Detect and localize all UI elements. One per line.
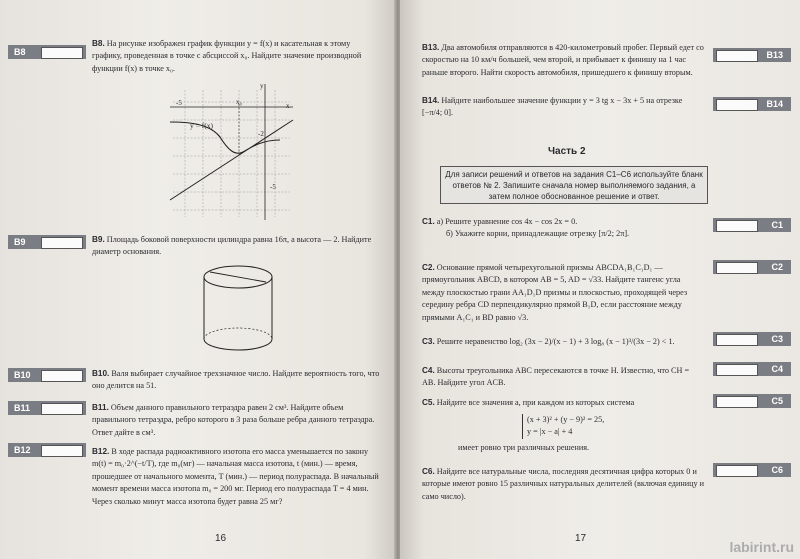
- right-page: [400, 0, 800, 559]
- page-number-left: 16: [215, 533, 227, 544]
- function-graph: [165, 82, 295, 222]
- tab-c4: C4: [713, 362, 791, 376]
- problem-b9: B9. Площадь боковой поверхности цилиндра равна 16π, а высота — 2. Найдите диаметр основания.: [92, 235, 372, 257]
- tab-c2: C2: [713, 260, 791, 274]
- tab-b9: B9: [8, 235, 86, 249]
- instruction-box: Для записи решений и ответов на задания С1–С6 используйте бланк ответов № 2. Запишите сначала номер выполняемого задания, а затем полное обоснованное решение и ответ.: [440, 166, 708, 204]
- problem-b11: B11. Объем данного правильного тетраэдра равен 2 см³. Найдите объем правильного тетраэдра, ребро которого в 3 раза больше ребра данного тетраэдра. Ответ дайте в см³.: [92, 403, 375, 437]
- problem-c3: C3. Решите неравенство log₂ (3x − 2)/(x − 1) + 3 log₈ (x − 1)³/(3x − 2) < 1.: [422, 337, 675, 346]
- tab-b13: B13: [713, 48, 791, 62]
- graph-label-x0: x₀: [236, 98, 242, 106]
- tab-b10: B10: [8, 368, 86, 382]
- problem-c5-tail: имеет ровно три различных решения.: [458, 443, 590, 452]
- tab-c1: C1: [713, 218, 791, 232]
- problem-b10: B10. Валя выбирает случайное трехзначное число. Найдите вероятность того, что оно делится на 51.: [92, 369, 380, 391]
- problem-b8: B8. На рисунке изображен график функции y = f(x) и касательная к этому графику, проведенная в точке с абсциссой x₀. Найдите значение производной функции f(x) в точке x₀.: [92, 39, 362, 73]
- tab-b12: B12: [8, 443, 86, 457]
- problem-b13: B13. Два автомобиля отправляются в 420-километровый пробег. Первый едет со скоростью на 10 км/ч большей, чем второй, и прибывает к финишу на 1 час раньше второго. Найти скорость автомобиля, пришедшего к финишу вторым.: [422, 43, 704, 77]
- tab-c6: C6: [713, 463, 791, 477]
- left-page: [0, 0, 396, 559]
- problem-c1: C1. а) Решите уравнение cos 4x − cos 2x = 0. б) Укажите корни, принадлежащие отрезку [π/2; 2π].: [422, 217, 630, 239]
- problem-c4: C4. Высоты треугольника ABC пересекаются в точке H. Известно, что CH = AB. Найдите угол ACB.: [422, 366, 690, 388]
- graph-label-y: y: [260, 82, 264, 90]
- graph-label-function: y = f(x): [190, 121, 213, 130]
- problem-b12: B12. В ходе распада радиоактивного изотопа его масса уменьшается по закону m(t) = m₀·2^(−t/T), где m₀(мг) — начальная масса изотопа, t (мин.) — время, прошедшее от начального момента, T (мин.) — период полураспада. В начальный момент времени масса изотопа m₀ = 200 мг. Период его полураспада T = 4 мин. Через сколько минут масса изотопа будет равна 25 мг?: [92, 447, 379, 506]
- tab-c3: C3: [713, 332, 791, 346]
- tab-b11: B11: [8, 401, 86, 415]
- problem-c6: C6. Найдите все натуральные числа, последняя десятичная цифра которых 0 и которые имеют ровно 15 различных натуральных делителей (включая единицу и само число).: [422, 467, 704, 501]
- graph-label-minus5: -5: [176, 99, 182, 107]
- part-2-heading: Часть 2: [548, 146, 586, 157]
- graph-label-minus5-y: -5: [270, 183, 276, 191]
- problem-c5: C5. Найдите все значения a, при каждом из которых система: [422, 398, 635, 407]
- problem-c2: C2. Основание прямой четырехугольной призмы ABCDA₁B₁C₁D₁ — прямоугольник ABCD, в котором AB = 5, AD = √33. Найдите тангенс угла между плоскостью грани AA₁D₁D призмы и плоскостью, проходящей через середину ребра CD перпендикулярно прямой B₁D, если расстояние между прямыми A₁C₁ и BD равно √3.: [422, 263, 688, 322]
- tab-c5: C5: [713, 394, 791, 408]
- cylinder-figure: [198, 263, 278, 355]
- system-of-equations: (x + 3)² + (y − 9)² = 25, y = |x − a| + 4: [522, 414, 697, 439]
- tab-b14: B14: [713, 97, 791, 111]
- watermark-logo: labirint.ru: [729, 539, 794, 555]
- tab-b8: B8: [8, 45, 86, 59]
- page-number-right: 17: [575, 533, 587, 544]
- graph-label-minus2: -2: [258, 130, 264, 138]
- problem-b14: B14. Найдите наибольшее значение функции y = 3 tg x − 3x + 5 на отрезке [−π/4; 0].: [422, 96, 683, 118]
- graph-label-x: x: [286, 102, 290, 110]
